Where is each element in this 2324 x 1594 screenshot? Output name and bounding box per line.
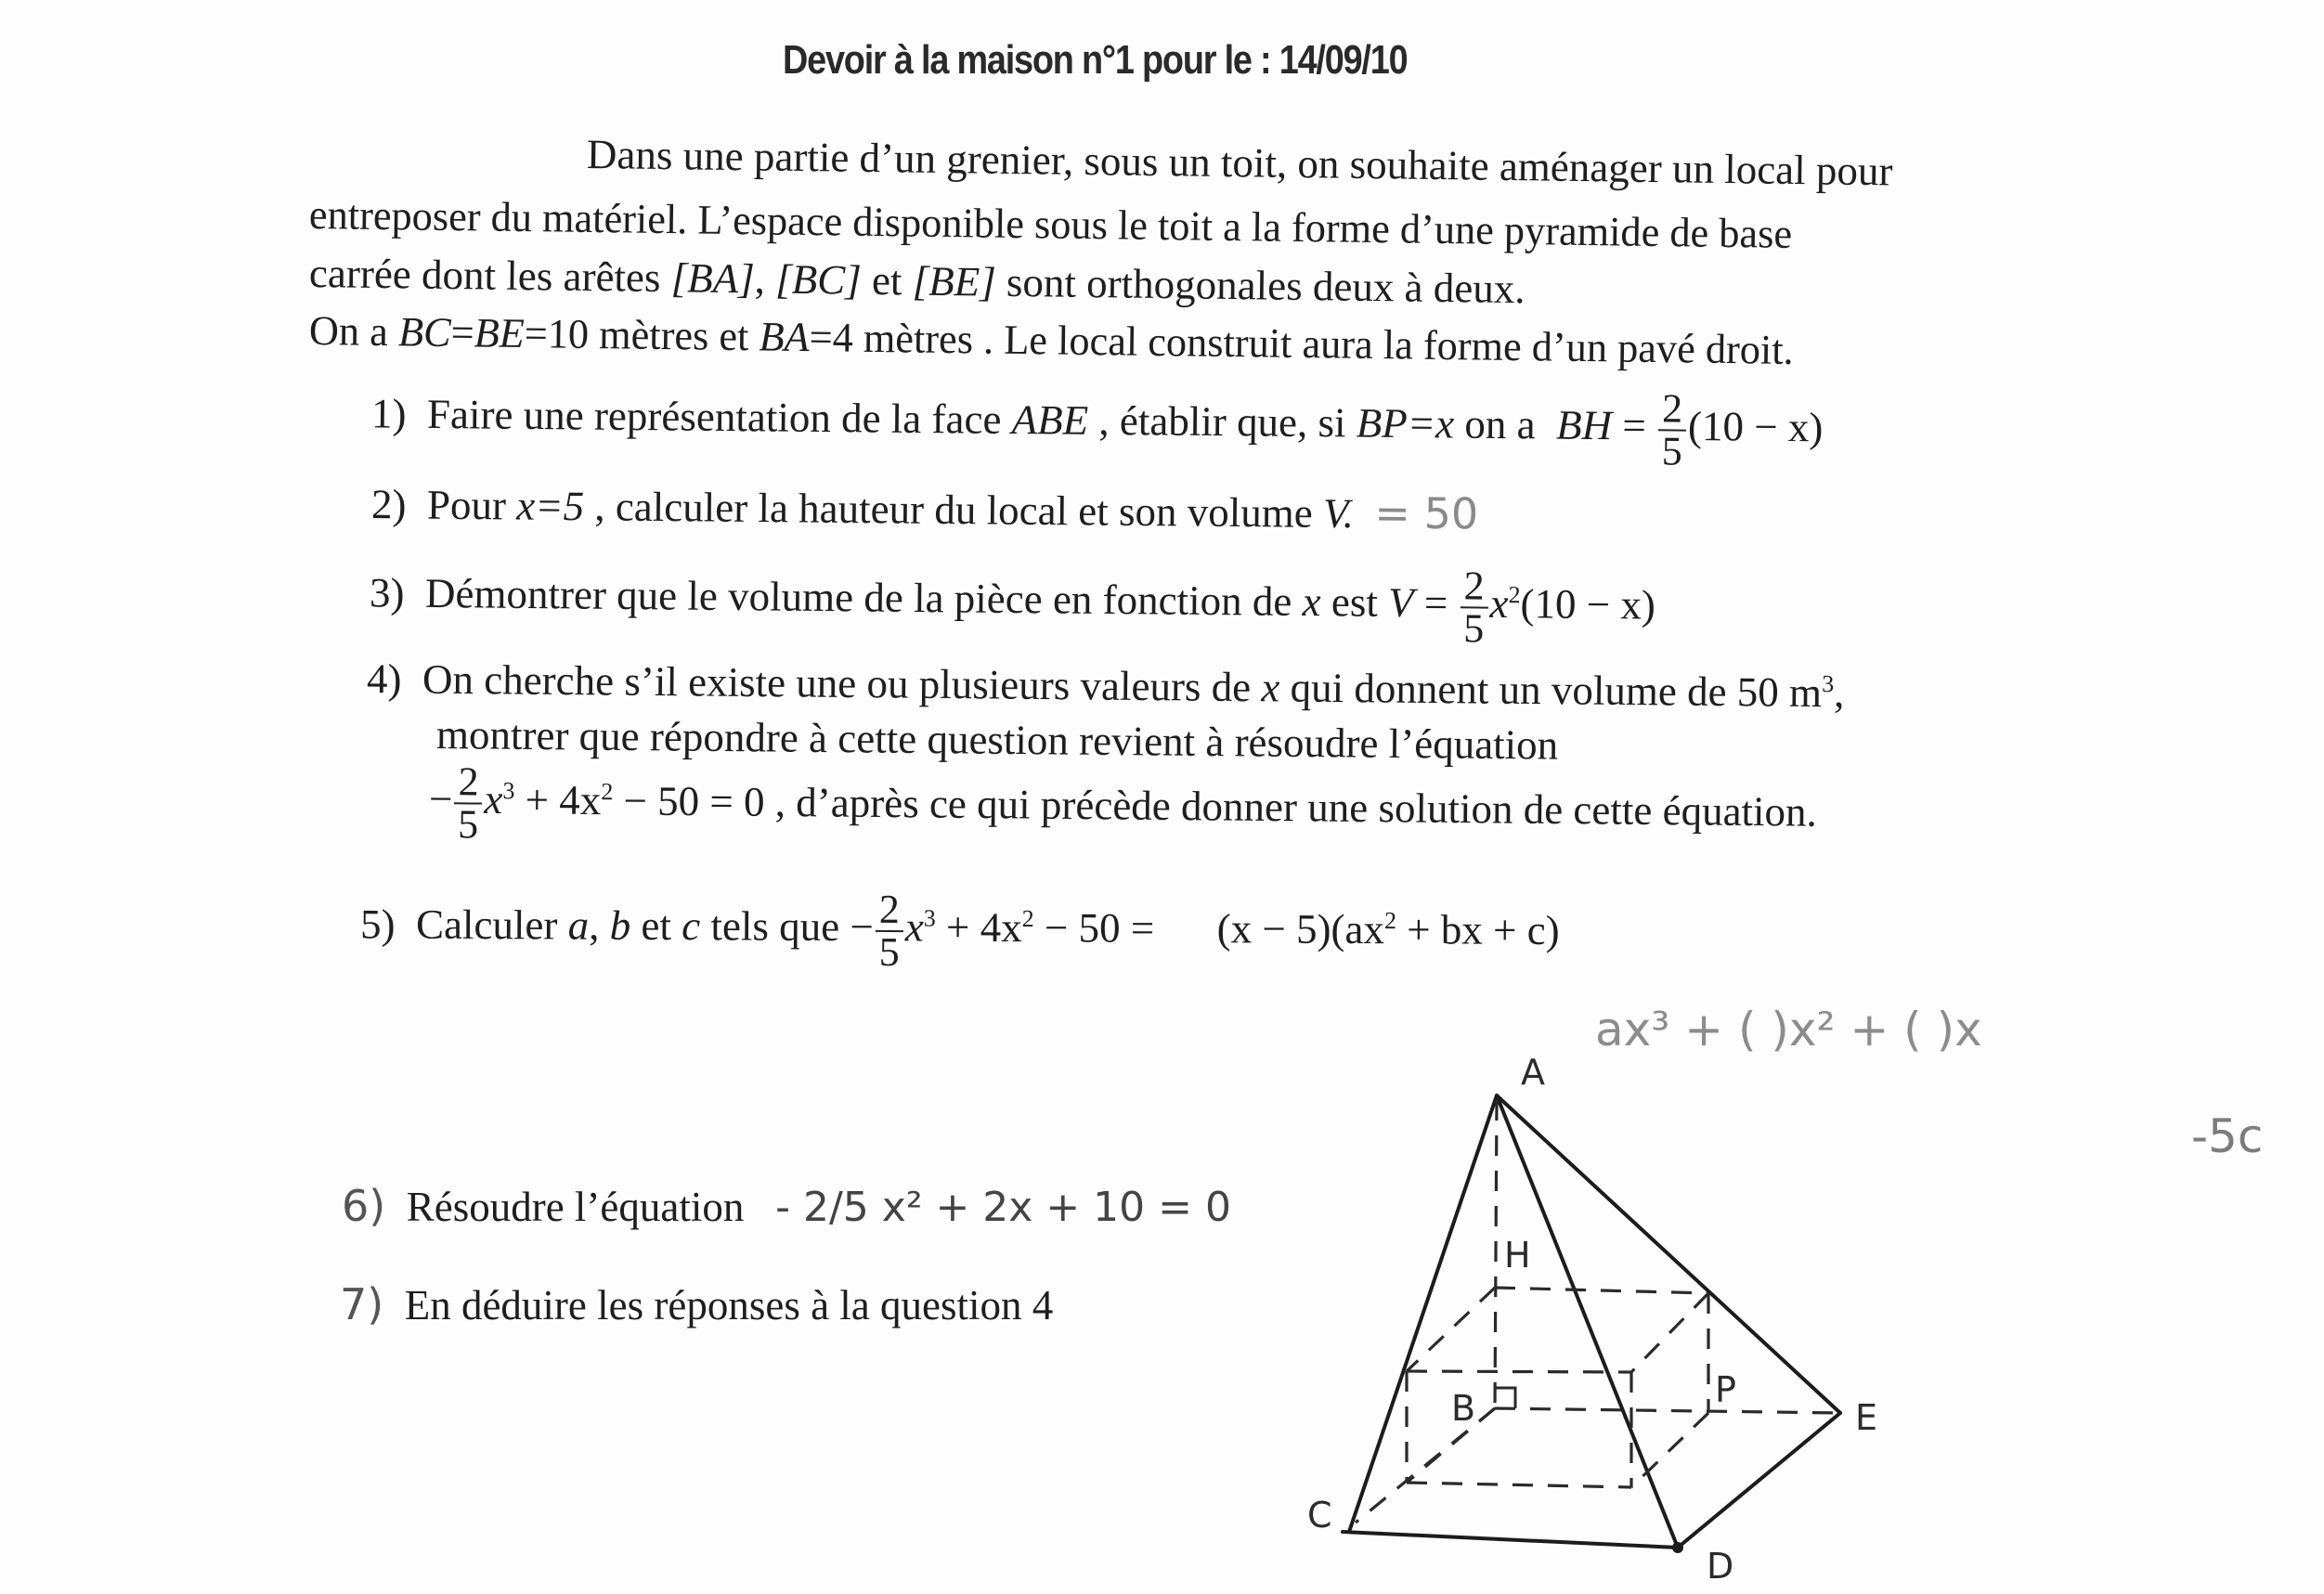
handwritten-constant: -5c — [2191, 1109, 2264, 1163]
edge-ae — [1497, 1095, 1840, 1413]
box-edge — [1495, 1288, 1708, 1293]
var-x: x — [1302, 577, 1321, 626]
intro-text: , — [754, 255, 776, 303]
question-text: , — [589, 901, 610, 949]
intro-text: sont orthogonales deux à deux. — [995, 258, 1526, 313]
handwritten-expansion: ax³ + ( )x² + ( )x — [1595, 1003, 1982, 1056]
factored-form: + bx + c) — [1396, 906, 1560, 954]
label-d: D — [1707, 1546, 1734, 1587]
var-v: V — [1387, 578, 1414, 627]
box-edge — [1407, 1371, 1631, 1372]
question-text: , établir que, si — [1087, 396, 1357, 447]
edge-cd — [1343, 1532, 1678, 1548]
formula-tail: (10 − x) — [1687, 402, 1824, 451]
question-text: est — [1320, 578, 1389, 626]
question-text: tels que — [700, 902, 850, 951]
var-ba: BA — [759, 313, 810, 361]
edge-ab-hidden — [1495, 1100, 1497, 1408]
var-bp: BP=x — [1356, 399, 1455, 447]
numerator: 2 — [454, 761, 482, 804]
intro-text: =10 mètres et — [524, 310, 760, 360]
equation-part: + 4x — [514, 776, 602, 824]
handwritten-answer: = 50 — [1374, 487, 1479, 539]
label-e: E — [1855, 1397, 1878, 1438]
var-v: V. — [1322, 489, 1355, 538]
label-b: B — [1451, 1388, 1476, 1429]
question-text: Calculer — [415, 901, 568, 949]
denominator: 5 — [457, 801, 479, 848]
equation-part: − 50 = 0 — [613, 777, 765, 825]
numerator: 2 — [1658, 388, 1686, 431]
question-text: , d’après ce qui précède donner une solution de cette équation. — [764, 778, 1818, 836]
label-a: A — [1521, 1052, 1545, 1093]
intro-text: On a — [308, 307, 399, 356]
vertex-d-dot — [1672, 1542, 1683, 1553]
question-text: Résoudre l’équation — [406, 1184, 745, 1230]
numerator: 2 — [876, 889, 903, 932]
exponent: 3 — [1822, 670, 1835, 698]
exponent: 2 — [1383, 907, 1397, 935]
intro-text: et — [861, 256, 914, 305]
box-edge — [1631, 1413, 1708, 1487]
box-edge — [1407, 1483, 1631, 1487]
question-text: et — [630, 901, 682, 950]
var-x: x — [1489, 579, 1509, 628]
var-a: a — [567, 901, 590, 949]
segment-be: [BE] — [912, 257, 997, 305]
minus-sign: − — [428, 775, 453, 823]
label-c: C — [1307, 1495, 1332, 1536]
var-be: BE — [474, 309, 526, 357]
question-4-line-2: montrer que répondre à cette question revient à résoudre l’équation — [435, 711, 1559, 769]
factored-form: (x − 5)(ax — [1216, 905, 1385, 953]
edge-be-hidden — [1495, 1408, 1840, 1413]
question-text: , — [1833, 669, 1845, 717]
question-text: qui donnent un volume de 50 m — [1279, 664, 1823, 717]
question-text: Faire une représentation de la face — [426, 390, 1012, 443]
intro-text: =4 mètres . Le local construit aura la forme d’un pavé droit. — [809, 314, 1795, 373]
denominator: 5 — [1463, 605, 1485, 652]
var-x: x — [1261, 664, 1280, 711]
question-text: Démontrer que le volume de la pièce en fonction de — [424, 569, 1303, 625]
exponent: 2 — [601, 778, 614, 806]
question-number: 2) — [370, 481, 407, 528]
label-p: P — [1715, 1369, 1736, 1410]
question-number: 4) — [366, 655, 402, 703]
denominator: 5 — [1661, 428, 1682, 474]
handwritten-equation: - 2/5 x² + 2x + 10 = 0 — [775, 1184, 1231, 1231]
var-bh: BH — [1555, 401, 1613, 449]
var-x: x — [484, 775, 503, 823]
intro-text: = — [450, 309, 474, 356]
edge-de — [1678, 1413, 1840, 1548]
equation-part: + 4x — [935, 903, 1022, 952]
label-h: H — [1504, 1235, 1531, 1276]
intro-text: carrée dont les arêtes — [308, 250, 672, 302]
question-number-handwritten: 6) — [342, 1181, 386, 1231]
question-text: En déduire les réponses à la question 4 — [404, 1282, 1054, 1328]
var-bc: BC — [397, 308, 451, 356]
var-b: b — [609, 901, 631, 949]
edge-ac — [1349, 1095, 1497, 1532]
box-edge — [1407, 1288, 1495, 1371]
question-text: On cherche s’il existe une ou plusieurs valeurs de — [422, 655, 1262, 711]
segment-ba: [BA] — [670, 254, 756, 303]
question-number: 3) — [369, 569, 405, 616]
question-text: on a — [1453, 400, 1547, 448]
exponent: 3 — [923, 904, 936, 932]
box-edge — [1631, 1293, 1708, 1372]
question-number: 1) — [370, 390, 407, 437]
var-x-equals-5: x=5 — [516, 482, 585, 530]
formula-tail: (10 − x) — [1520, 580, 1656, 629]
exponent: 2 — [1021, 905, 1034, 933]
segment-bc: [BC] — [774, 255, 863, 304]
page-title: Devoir à la maison n°1 pour le : 14/09/10 — [783, 37, 1408, 83]
question-text: Pour — [426, 481, 517, 529]
exponent: 3 — [502, 777, 515, 805]
intro-line-2: entreposer du matériel. L’espace disponible sous le toit a la forme d’une pyramide de base — [308, 191, 1793, 257]
question-number: 5) — [359, 901, 396, 948]
denominator: 5 — [878, 928, 900, 976]
intro-line-1: Dans une partie d’un grenier, sous un toit, on souhaite aménager un local pour — [586, 131, 1893, 195]
equals-sign: = — [1611, 402, 1657, 449]
equation-part: − 50 = — [1033, 904, 1165, 952]
minus-sign: − — [850, 903, 874, 951]
face-abe: ABE — [1011, 395, 1089, 444]
edge-ad — [1497, 1095, 1678, 1548]
equals-sign: = — [1413, 579, 1459, 627]
var-x: x — [904, 903, 924, 951]
exponent: 2 — [1508, 581, 1521, 609]
numerator: 2 — [1460, 565, 1487, 608]
question-text: , calculer la hauteur du local et son volume — [583, 483, 1324, 537]
question-number-handwritten: 7) — [340, 1279, 384, 1329]
right-angle-mark — [1495, 1388, 1515, 1408]
var-c: c — [682, 902, 701, 950]
